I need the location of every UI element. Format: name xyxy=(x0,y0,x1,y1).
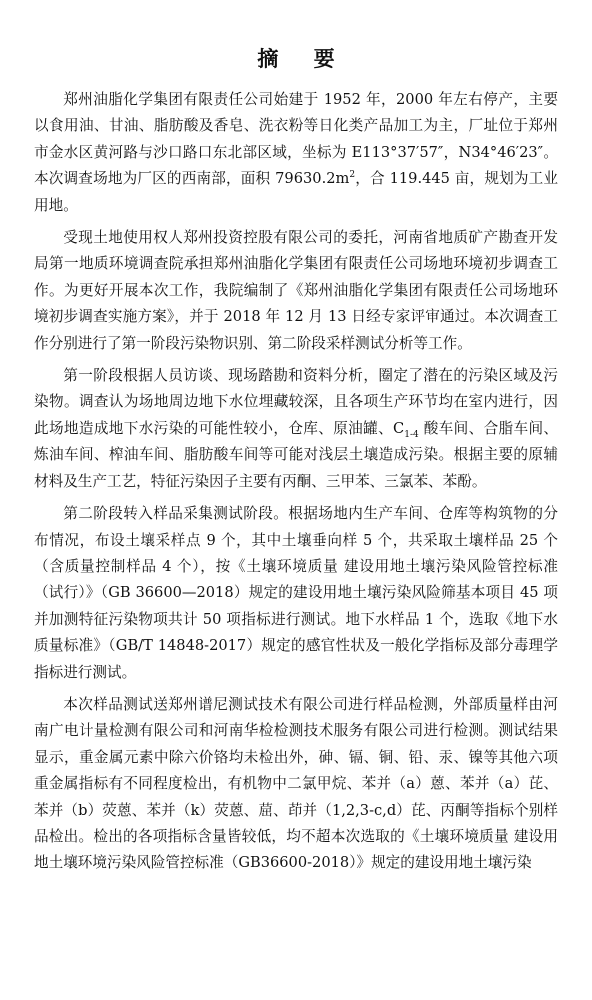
subscript-carbon-range: 1-4 xyxy=(404,429,419,440)
paragraph-text: ，合 119.445 亩，规划为工业用地。 xyxy=(34,170,558,214)
paragraph-commission xyxy=(34,225,558,357)
paragraph-text: 第一阶段根据人员访谈、现场踏勘和资料分析，圈定了潜在的污染区域及污染物。调查认为场地周边地下水位埋藏较深，且各项生产环节均在室内进行，因此场地造成地下水污染的可能性较小，仓库、原油罐、C xyxy=(34,367,558,437)
paragraph-text: 本次样品测试送郑州谱尼测试技术有限公司进行样品检测，外部质量样由河南广电计量检测有限公司和河南华检检测技术服务有限公司进行检测。测试结果显示，重金属元素中除六价铬均未检出外，砷、镉、铜、铅、汞、镍等其他六项重金属指标有不同程度检出，有机物中二氯甲烷、苯并（a）蒽、苯并（a）芘、苯并（b）荧蒽、苯并（k）荧蒽、䓛、茚并（1,2,3-c,d）芘、丙酮等指标个别样品检出。检出的各项指标含量皆较低，均不超本次选取的《土壤环境质量 建设用地土壤环境污染风险管控标准（GB36600-2018）》规定的建设用地土壤污染 xyxy=(34,695,558,872)
paragraph-text: 受现土地使用权人郑州投资控股有限公司的委托，河南省地质矿产勘查开发局第一地质环境调查院承担郑州油脂化学集团有限责任公司场地环境初步调查工作。为更好开展本次工作，我院编制了《郑州油脂化学集团有限责任公司场地环境初步调查实施方案》，并于 2018 年 12 月 13 日经专家评审通过。本次调查工作分别进行了第一阶段污染物识别、第二阶段采样测试分析等工作。 xyxy=(34,229,558,352)
document-title: 摘 要 xyxy=(257,47,349,71)
paragraph-site-overview xyxy=(34,87,558,219)
superscript-unit: 2 xyxy=(349,170,356,181)
paragraph-phase-one xyxy=(34,363,558,495)
paragraph-phase-two xyxy=(34,501,558,686)
paragraph-text: 郑州油脂化学集团有限责任公司始建于 1952 年，2000 年左右停产，主要以食用油、甘油、脂肪酸及香皂、洗衣粉等日化类产品加工为主，厂址位于郑州市金水区黄河路与沙口路口东北部区域，坐标为 E113°37′57″，N34°46′23″。本次调查场地为厂区的西南部，面积 79630.2m xyxy=(34,91,558,188)
paragraph-text: 第二阶段转入样品采集测试阶段。根据场地内生产车间、仓库等构筑物的分布情况，布设土壤采样点 9 个，其中土壤垂向样 5 个，共采取土壤样品 25 个（含质量控制样品 4 个），按《土壤环境质量 建设用地土壤污染风险管控标准（试行）》（GB 36600—2018）规定的建设用地土壤污染风险筛基本项目 45 项并加测特征污染物项共计 50 项指标进行测试。地下水样品 1 个，选取《地下水质量标准》（GB/T 14848-2017）规定的感官性状及一般化学指标及部分毒理学指标进行测试。 xyxy=(34,505,558,681)
paragraph-text: 酸车间、合脂车间、炼油车间、榨油车间、脂肪酸车间等可能对浅层土壤造成污染。根据主要的原辅材料及生产工艺，特征污染因子主要有丙酮、三甲苯、三氯苯、苯酚。 xyxy=(34,419,559,490)
paragraph-test-results xyxy=(34,692,558,877)
